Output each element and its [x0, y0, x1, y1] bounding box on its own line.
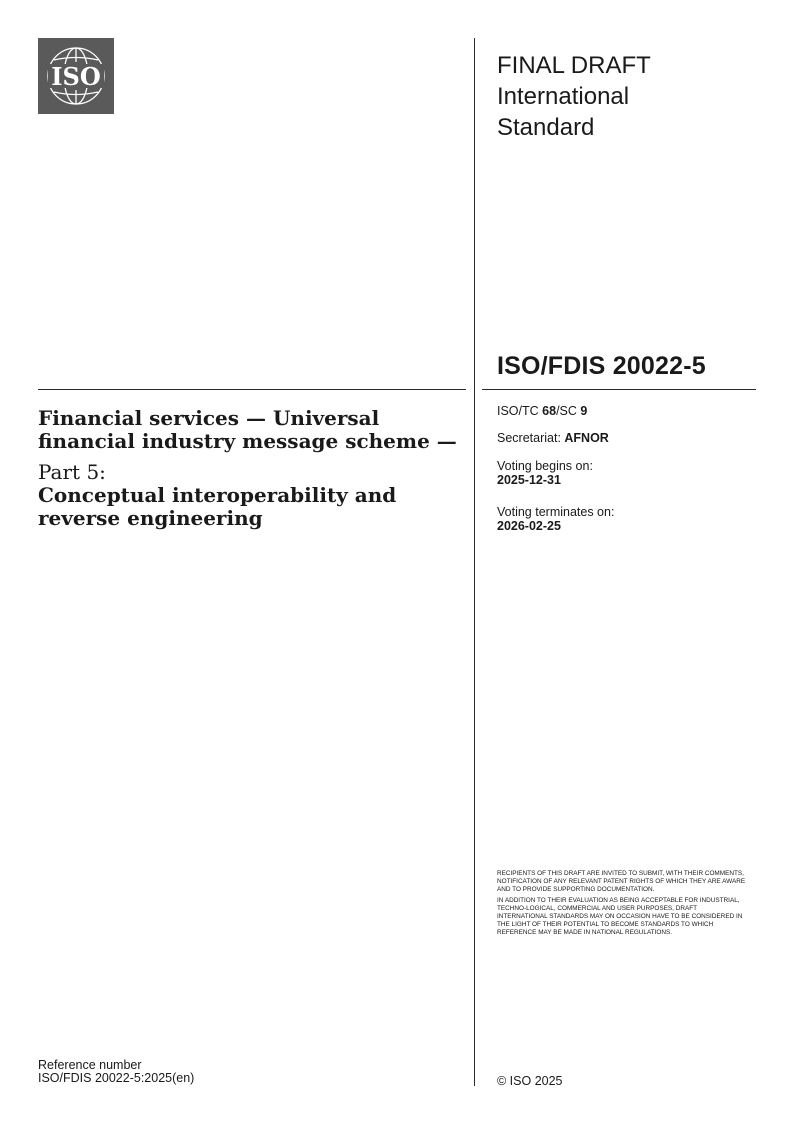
- draft-notice: [497, 870, 747, 940]
- standard-label: Standard: [497, 114, 595, 141]
- tc-prefix: ISO/TC: [497, 404, 543, 418]
- horizontal-rule-right: [482, 389, 756, 390]
- iso-globe-icon: [38, 38, 114, 114]
- title-main: Financial services — Universal financial industry message scheme —: [38, 406, 457, 453]
- secretariat-value: AFNOR: [564, 431, 609, 445]
- iso-logo: [38, 38, 114, 114]
- notice-paragraph-1: RECIPIENTS OF THIS DRAFT ARE INVITED TO SUBMIT, WITH THEIR COMMENTS, NOTIFICATION OF ANY RELEVANT PATENT RIGHTS OF WHICH THEY ARE AWARE AND TO PROVIDE SUPPORTING DOCUMENTATION.: [497, 870, 746, 893]
- document-title: [38, 407, 458, 530]
- reference-value: ISO/FDIS 20022-5:2025(en): [38, 1071, 195, 1085]
- voting-terminates-date: 2026-02-25: [497, 519, 561, 533]
- sc-prefix: /SC: [556, 404, 581, 418]
- secretariat-line: [497, 431, 609, 445]
- vertical-divider: [474, 38, 475, 1086]
- sc-number: 9: [580, 404, 588, 418]
- svg-text:ISO: ISO: [51, 62, 101, 91]
- voting-begins: [497, 459, 593, 487]
- reference-number: [38, 1059, 194, 1085]
- international-label: International: [497, 83, 630, 110]
- committee-line: [497, 404, 587, 418]
- secretariat-label: Secretariat:: [497, 431, 565, 445]
- title-subtitle: Conceptual interoperability and reverse engineering: [38, 483, 397, 530]
- title-part: Part 5:: [38, 460, 106, 484]
- notice-paragraph-2: IN ADDITION TO THEIR EVALUATION AS BEING ACCEPTABLE FOR INDUSTRIAL, TECHNO-LOGICAL, COMMERCIAL AND USER PURPOSES, DRAFT INTERNATIONAL STANDARDS MAY ON OCCASION HAVE TO BE CONSIDERED IN THE LIGHT OF THEIR POTENTIAL TO BECOME STANDARDS TO WHICH REFERENCE MAY BE MADE IN NATIONAL REGULATIONS.: [497, 897, 743, 936]
- voting-terminates: [497, 505, 614, 533]
- final-draft-label: FINAL DRAFT: [497, 52, 651, 79]
- reference-label: Reference number: [38, 1058, 142, 1072]
- copyright: © ISO 2025: [497, 1074, 563, 1088]
- voting-begins-label: Voting begins on:: [497, 459, 593, 473]
- tc-number: 68: [542, 404, 557, 418]
- horizontal-rule-left: [38, 389, 466, 390]
- standard-number: ISO/FDIS 20022-5: [497, 352, 706, 380]
- voting-begins-date: 2025-12-31: [497, 473, 561, 487]
- voting-terminates-label: Voting terminates on:: [497, 505, 615, 519]
- document-type-heading: [497, 50, 651, 143]
